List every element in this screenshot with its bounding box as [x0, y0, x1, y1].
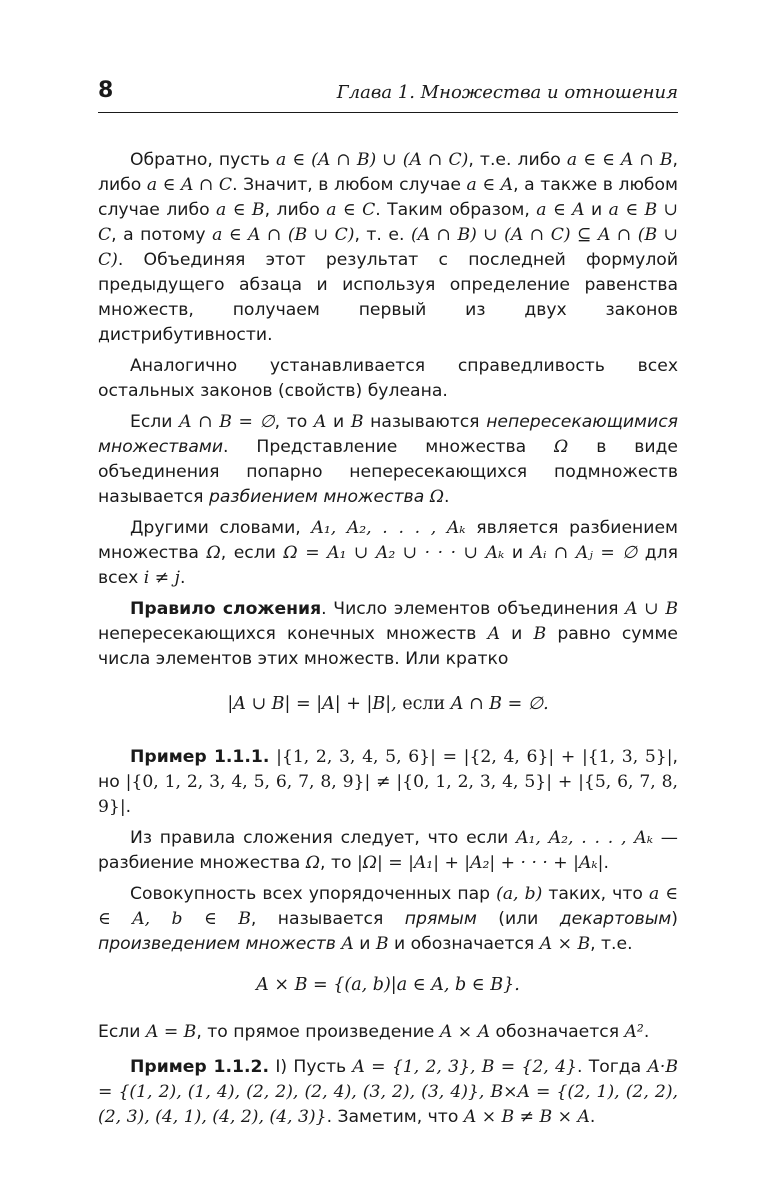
- text: , либо: [264, 200, 327, 220]
- math: A: [313, 412, 327, 432]
- math: Aᵢ ∩ Aⱼ = ∅: [530, 543, 638, 563]
- math: a ∈ C: [326, 200, 376, 220]
- math: |A ∪ B| = |A| + |B|,: [227, 694, 397, 714]
- math: Ω: [554, 437, 569, 457]
- text: I) Пусть: [269, 1057, 353, 1077]
- text: Если: [130, 412, 180, 432]
- text: Совокупность всех упорядоченных пар: [130, 884, 497, 904]
- paragraph: [98, 148, 678, 348]
- text: называются: [363, 412, 487, 432]
- text: и: [500, 624, 534, 644]
- paragraph: [98, 1020, 678, 1045]
- text: , т.е. либо: [468, 150, 567, 170]
- math: A ∪ B: [625, 599, 678, 619]
- text: Другими словами,: [130, 518, 312, 538]
- text: равно сумме числа элементов этих множеств. Или кратко: [98, 624, 678, 669]
- text: таких, что: [542, 884, 649, 904]
- text: . Значит, в любом случае: [232, 175, 467, 195]
- math: i ≠ j: [143, 568, 180, 588]
- example-heading: Пример 1.1.1.: [130, 747, 270, 767]
- term: произведением множеств: [98, 934, 336, 954]
- math: B: [375, 934, 389, 954]
- math: a ∈ A: [536, 200, 585, 220]
- text: в виде объединения попарно непересекающихся подмножеств называется: [98, 437, 678, 507]
- text: .: [589, 1107, 596, 1127]
- text: если: [396, 694, 451, 714]
- text: , а потому: [111, 225, 213, 245]
- text: ): [671, 909, 678, 929]
- math: A: [341, 934, 354, 954]
- math: a ∈ A ∩ C: [146, 175, 233, 195]
- text: и: [353, 934, 376, 954]
- paragraph: [98, 354, 678, 404]
- math: a ∈ ∈ A, b ∈ B: [98, 884, 678, 929]
- math: |{1, 2, 3, 4, 5, 6}| = |{2, 4, 6}| + |{1, 3, 5}|: [269, 747, 673, 767]
- math: Ω: [305, 853, 321, 873]
- text: . Таким образом,: [375, 200, 537, 220]
- math: Ω: [206, 543, 221, 563]
- rule-heading: Правило сложения: [130, 599, 322, 619]
- paragraph: [98, 597, 678, 672]
- math: A × B = {(a, b)|a ∈ A, b ∈ B}.: [256, 975, 520, 995]
- math: |{0, 1, 2, 3, 4, 5, 6, 7, 8, 9}| ≠ |{0, 1, 2, 3, 4, 5}| + |{5, 6, 7, 8, 9}|: [98, 772, 678, 817]
- math: |Ω| = |A₁| + |A₂| + · · · + |Aₖ|: [356, 853, 604, 873]
- text: . Тогда: [576, 1057, 648, 1077]
- text: , то прямое произведение: [196, 1022, 440, 1042]
- text: .: [443, 487, 450, 507]
- text: , называется: [250, 909, 405, 929]
- math: a ∈ (A ∩ B) ∪ (A ∩ C): [276, 150, 469, 170]
- math: A₁, A₂, . . . , Aₖ: [516, 828, 653, 848]
- math: Ω: [429, 487, 444, 507]
- text: , то: [274, 412, 314, 432]
- text: .: [125, 797, 132, 817]
- text: и: [584, 200, 609, 220]
- math: a ∈ B ∪ C: [98, 200, 678, 245]
- text: обозначается: [489, 1022, 625, 1042]
- math: A₁, A₂, . . . , Aₖ: [311, 518, 466, 538]
- text: , а также в любом случае либо: [98, 175, 678, 220]
- term: разбиением множества: [208, 487, 430, 507]
- text: Аналогично устанавливается справедливость всех остальных законов (свойств) булеана.: [98, 356, 678, 401]
- text: . Заметим, что: [326, 1107, 464, 1127]
- math: A²: [624, 1022, 644, 1042]
- text: . Число элементов объединения: [321, 599, 626, 619]
- math: A × B: [539, 934, 591, 954]
- term: декартовым: [559, 909, 672, 929]
- running-header: [98, 78, 678, 113]
- text: является разбиением множества: [98, 518, 678, 563]
- math: A: [487, 624, 500, 644]
- math: a ∈ A ∩ (B ∪ C): [212, 225, 355, 245]
- math: A × B ≠ B × A: [463, 1107, 590, 1127]
- math: A·B = {(1, 2), (1, 4), (2, 2), (2, 4), (3, 2), (3, 4)}, B×A = {(2, 1), (2, 2), (2, 3), (4, 1), (4, 2), (4, 3)}: [98, 1057, 678, 1127]
- text: , то: [320, 853, 357, 873]
- text: .: [179, 568, 186, 588]
- math: a ∈ ∈ A ∩ B: [566, 150, 673, 170]
- text: .: [643, 1022, 650, 1042]
- math: B: [350, 412, 364, 432]
- page-number: 8: [98, 78, 114, 103]
- text: . Представление множества: [223, 437, 555, 457]
- math: A ∩ B = ∅: [179, 412, 275, 432]
- math: A = {1, 2, 3}, B = {2, 4}: [352, 1057, 577, 1077]
- paragraph: [98, 745, 678, 820]
- math: (A ∩ B) ∪ (A ∩ C) ⊆ A ∩ (B ∪ C): [98, 225, 678, 270]
- math: a ∈ B: [216, 200, 265, 220]
- text: Обратно, пусть: [130, 150, 276, 170]
- example-heading: Пример 1.1.2.: [130, 1057, 270, 1077]
- text: Если: [98, 1022, 146, 1042]
- page-body: [98, 148, 678, 1136]
- text: .: [603, 853, 609, 873]
- text: , т. е.: [354, 225, 411, 245]
- display-formula: [98, 973, 678, 998]
- text: — разбиение множества: [98, 828, 678, 873]
- term: прямым: [404, 909, 477, 929]
- text: и: [326, 412, 351, 432]
- term: непересекающимися множествами: [98, 412, 678, 457]
- text: для всех: [98, 543, 679, 588]
- text: , либо: [98, 150, 679, 195]
- text: (или: [476, 909, 560, 929]
- chapter-title: Глава 1. Множества и отношения: [336, 82, 678, 103]
- math: A ∩ B = ∅.: [450, 694, 549, 714]
- text: непересекающихся конечных множеств: [98, 624, 488, 644]
- text: и обозначается: [388, 934, 540, 954]
- text: Из правила сложения следует, что если: [130, 828, 517, 848]
- math: B: [533, 624, 547, 644]
- text: , т.е.: [590, 934, 633, 954]
- text: , если: [220, 543, 284, 563]
- paragraph: [98, 826, 678, 876]
- paragraph: [98, 882, 678, 957]
- text: , но: [98, 747, 678, 792]
- math: A = B: [145, 1022, 197, 1042]
- math: (a, b): [496, 884, 543, 904]
- paragraph: [98, 1055, 678, 1130]
- paragraph: [98, 410, 678, 510]
- paragraph: [98, 516, 678, 591]
- math: A × A: [439, 1022, 490, 1042]
- math: Ω = A₁ ∪ A₂ ∪ · · · ∪ Aₖ: [283, 543, 505, 563]
- display-formula: [98, 692, 678, 717]
- math: a ∈ A: [466, 175, 514, 195]
- text: и: [504, 543, 531, 563]
- text: . Объединяя этот результат с последней формулой предыдущего абзаца и используя определение равенства множеств, получаем первый из двух законов дистрибутивности.: [98, 250, 678, 345]
